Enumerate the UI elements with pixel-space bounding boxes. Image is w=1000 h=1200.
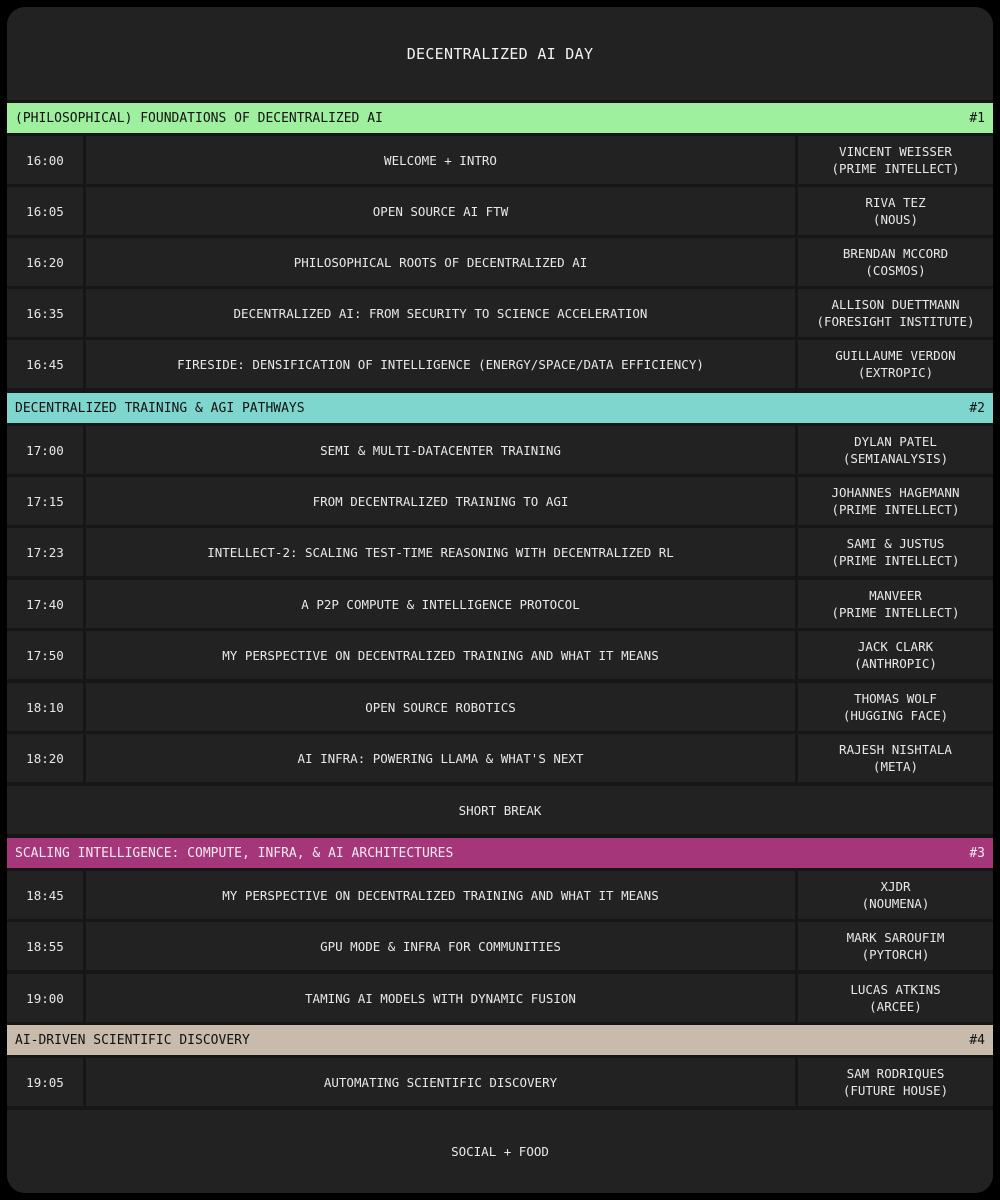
speaker-org: (PRIME INTELLECT) xyxy=(831,502,960,517)
session-time: 19:05 xyxy=(7,1058,83,1106)
session-time: 19:00 xyxy=(7,974,83,1022)
session-time: 17:00 xyxy=(7,426,83,474)
session-title: WELCOME + INTRO xyxy=(86,136,795,184)
speaker-name: MARK SAROUFIM xyxy=(846,930,945,945)
session-speaker-cell xyxy=(798,426,993,474)
section-name: SCALING INTELLIGENCE: COMPUTE, INFRA, & AI ARCHITECTURES xyxy=(15,845,454,861)
session-time: 17:50 xyxy=(7,631,83,679)
session-speaker-cell xyxy=(798,340,993,388)
session-time: 17:15 xyxy=(7,477,83,525)
session-time: 16:05 xyxy=(7,187,83,235)
session-title: AUTOMATING SCIENTIFIC DISCOVERY xyxy=(86,1058,795,1106)
speaker-org: (PRIME INTELLECT) xyxy=(831,605,960,620)
session-title: OPEN SOURCE AI FTW xyxy=(86,187,795,235)
session-time: 18:55 xyxy=(7,922,83,970)
section-header xyxy=(7,103,993,133)
section-number: #4 xyxy=(969,1032,985,1048)
session-speaker-cell xyxy=(798,1058,993,1106)
session-title: MY PERSPECTIVE ON DECENTRALIZED TRAINING AND WHAT IT MEANS xyxy=(86,631,795,679)
speaker-name: GUILLAUME VERDON xyxy=(835,348,956,363)
speaker-name: SAMI & JUSTUS xyxy=(846,536,945,551)
speaker-org: (ARCEE) xyxy=(869,999,922,1014)
session-title: TAMING AI MODELS WITH DYNAMIC FUSION xyxy=(86,974,795,1022)
speaker-name: JOHANNES HAGEMANN xyxy=(831,485,960,500)
session-speaker-cell xyxy=(798,974,993,1022)
session-speaker-cell xyxy=(798,580,993,628)
speaker-name: VINCENT WEISSER xyxy=(839,144,952,159)
session-title: DECENTRALIZED AI: FROM SECURITY TO SCIENCE ACCELERATION xyxy=(86,289,795,337)
session-speaker-cell xyxy=(798,922,993,970)
session-speaker-cell xyxy=(798,136,993,184)
speaker-name: XJDR xyxy=(880,879,911,894)
session-title: FIRESIDE: DENSIFICATION OF INTELLIGENCE (ENERGY/SPACE/DATA EFFICIENCY) xyxy=(86,340,795,388)
speaker-org: (PRIME INTELLECT) xyxy=(831,161,960,176)
session-title: AI INFRA: POWERING LLAMA & WHAT'S NEXT xyxy=(86,734,795,782)
break-row: SHORT BREAK xyxy=(7,786,993,834)
session-speaker-cell xyxy=(798,683,993,731)
session-time: 18:45 xyxy=(7,871,83,919)
session-time: 16:35 xyxy=(7,289,83,337)
session-time: 16:20 xyxy=(7,238,83,286)
session-title: SEMI & MULTI-DATACENTER TRAINING xyxy=(86,426,795,474)
section-header xyxy=(7,393,993,423)
speaker-name: THOMAS WOLF xyxy=(854,691,937,706)
speaker-org: (FUTURE HOUSE) xyxy=(842,1083,949,1098)
section-number: #3 xyxy=(969,845,985,861)
speaker-org: (ANTHROPIC) xyxy=(854,656,937,671)
session-title: GPU MODE & INFRA FOR COMMUNITIES xyxy=(86,922,795,970)
section-header xyxy=(7,838,993,868)
speaker-name: SAM RODRIQUES xyxy=(846,1066,945,1081)
speaker-org: (META) xyxy=(872,759,919,774)
speaker-name: JACK CLARK xyxy=(857,639,934,654)
section-name: (PHILOSOPHICAL) FOUNDATIONS OF DECENTRALIZED AI xyxy=(15,110,383,126)
session-time: 16:45 xyxy=(7,340,83,388)
speaker-org: (PYTORCH) xyxy=(861,947,930,962)
speaker-org: (NOUMENA) xyxy=(861,896,930,911)
schedule-card xyxy=(7,7,993,1193)
session-title: A P2P COMPUTE & INTELLIGENCE PROTOCOL xyxy=(86,580,795,628)
session-speaker-cell xyxy=(798,871,993,919)
session-time: 17:23 xyxy=(7,528,83,576)
section-number: #1 xyxy=(969,110,985,126)
section-name: DECENTRALIZED TRAINING & AGI PATHWAYS xyxy=(15,400,305,416)
break-row: SOCIAL + FOOD xyxy=(7,1110,993,1193)
speaker-name: MANVEER xyxy=(869,588,922,603)
section-name: AI-DRIVEN SCIENTIFIC DISCOVERY xyxy=(15,1032,250,1048)
speaker-name: RAJESH NISHTALA xyxy=(839,742,952,757)
session-speaker-cell xyxy=(798,289,993,337)
session-speaker-cell xyxy=(798,528,993,576)
session-title: INTELLECT-2: SCALING TEST-TIME REASONING WITH DECENTRALIZED RL xyxy=(86,528,795,576)
speaker-org: (NOUS) xyxy=(872,212,919,227)
speaker-name: RIVA TEZ xyxy=(865,195,926,210)
speaker-name: ALLISON DUETTMANN xyxy=(831,297,960,312)
speaker-name: BRENDAN MCCORD xyxy=(842,246,949,261)
session-time: 18:10 xyxy=(7,683,83,731)
speaker-name: LUCAS ATKINS xyxy=(850,982,941,997)
speaker-org: (FORESIGHT INSTITUTE) xyxy=(816,314,975,329)
session-speaker-cell xyxy=(798,734,993,782)
session-title: FROM DECENTRALIZED TRAINING TO AGI xyxy=(86,477,795,525)
section-header xyxy=(7,1025,993,1055)
section-number: #2 xyxy=(969,400,985,416)
session-time: 18:20 xyxy=(7,734,83,782)
speaker-org: (HUGGING FACE) xyxy=(842,708,949,723)
session-speaker-cell xyxy=(798,187,993,235)
speaker-org: (SEMIANALYSIS) xyxy=(842,451,949,466)
session-speaker-cell xyxy=(798,477,993,525)
speaker-org: (PRIME INTELLECT) xyxy=(831,553,960,568)
session-time: 16:00 xyxy=(7,136,83,184)
session-speaker-cell xyxy=(798,238,993,286)
speaker-name: DYLAN PATEL xyxy=(854,434,937,449)
session-speaker-cell xyxy=(798,631,993,679)
session-title: MY PERSPECTIVE ON DECENTRALIZED TRAINING AND WHAT IT MEANS xyxy=(86,871,795,919)
speaker-org: (EXTROPIC) xyxy=(857,365,934,380)
speaker-org: (COSMOS) xyxy=(865,263,926,278)
session-time: 17:40 xyxy=(7,580,83,628)
session-title: PHILOSOPHICAL ROOTS OF DECENTRALIZED AI xyxy=(86,238,795,286)
event-title: DECENTRALIZED AI DAY xyxy=(7,7,993,100)
session-title: OPEN SOURCE ROBOTICS xyxy=(86,683,795,731)
